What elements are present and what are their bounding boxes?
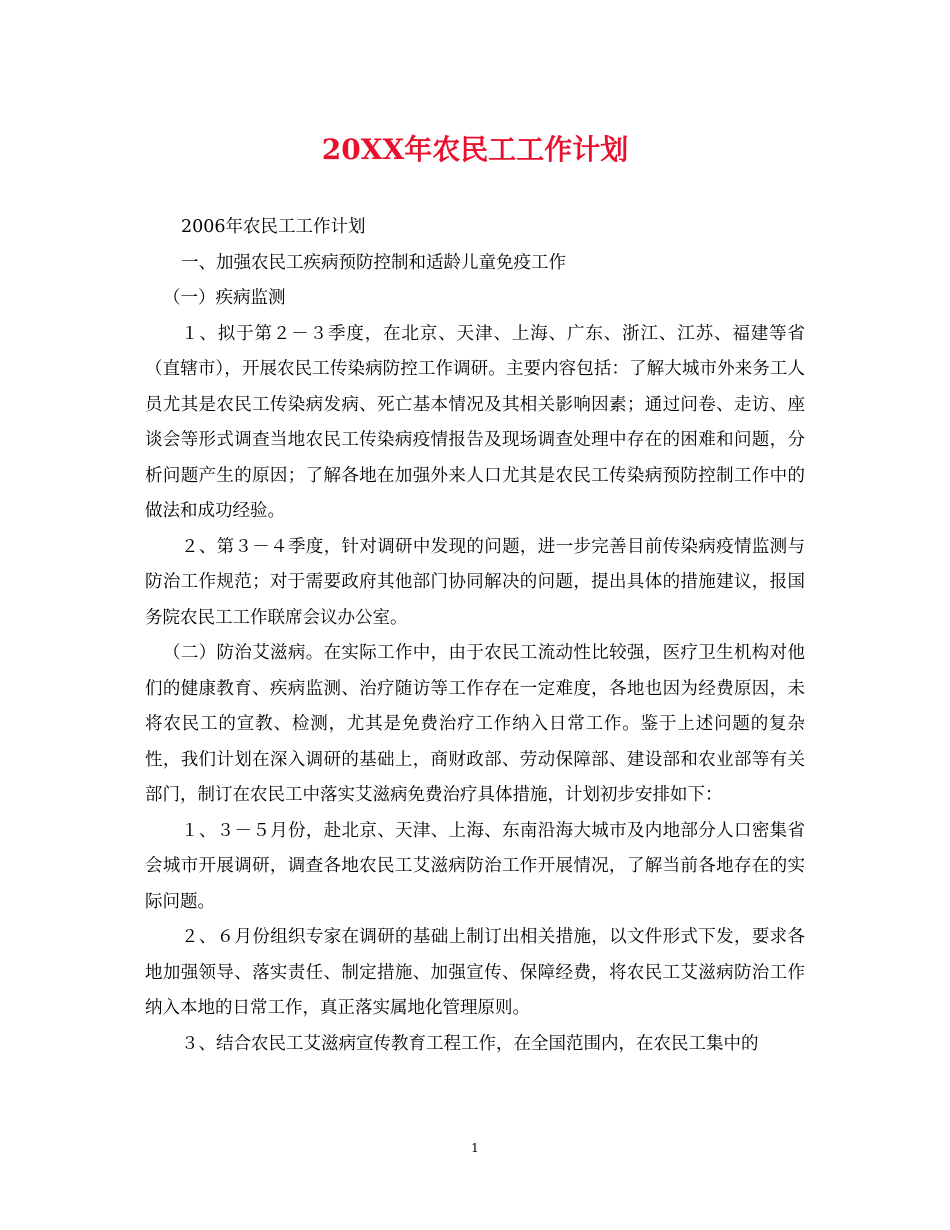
page-number: 1 <box>471 1141 479 1155</box>
paragraph-aids-item-2: ２、６月份组织专家在调研的基础上制订出相关措施，以文件形式下发，要求各地加强领导、落实责任、制定措施、加强宣传、保障经费，将农民工艾滋病防治工作纳入本地的日常工作，真正落实属地化管理原则。 <box>145 927 805 1018</box>
document-body <box>145 210 805 1062</box>
paragraph-item-2: ２、第３－４季度，针对调研中发现的问题，进一步完善目前传染病疫情监测与防治工作规范；对于需要政府其他部门协同解决的问题，提出具体的措施建议，报国务院农民工工作联席会议办公室。 <box>145 536 805 628</box>
paragraph-subsection-aids: （二）防治艾滋病。在实际工作中，由于农民工流动性比较强，医疗卫生机构对他们的健康教育、疾病监测、治疗随访等工作存在一定难度，各地也因为经费原因，未将农民工的宣教、检测，尤其是免费治疗工作纳入日常工作。鉴于上述问题的复杂性，我们计划在深入调研的基础上，商财政部、劳动保障部、建设部和农业部等有关部门，制订在农民工中落实艾滋病免费治疗具体措施，计划初步安排如下： <box>145 643 805 805</box>
paragraph-item-1: １、拟于第２－３季度，在北京、天津、上海、广东、浙江、江苏、福建等省（直辖市），开展农民工传染病防控工作调研。主要内容包括：了解大城市外来务工人员尤其是农民工传染病发病、死亡基本情况及其相关影响因素；通过问卷、走访、座谈会等形式调查当地农民工传染病疫情报告及现场调查处理中存在的困难和问题，分析问题产生的原因；了解各地在加强外来人口尤其是农民工传染病预防控制工作中的做法和成功经验。 <box>145 323 805 521</box>
paragraph-subsection-disease-monitoring: （一）疾病监测 <box>163 288 286 308</box>
paragraph-section-heading: 一、加强农民工疾病预防控制和适龄儿童免疫工作 <box>181 252 566 273</box>
document-title: 20XX年农民工工作计划 <box>321 133 629 166</box>
paragraph-aids-item-1: １、３－５月份，赴北京、天津、上海、东南沿海大城市及内地部分人口密集省会城市开展调研，调查各地农民工艾滋病防治工作开展情况，了解当前各地存在的实际问题。 <box>145 820 805 912</box>
paragraph-aids-item-3: ３、结合农民工艾滋病宣传教育工程工作，在全国范围内，在农民工集中的 <box>181 1033 759 1054</box>
paragraph-subtitle: 2006年农民工工作计划 <box>181 217 366 237</box>
